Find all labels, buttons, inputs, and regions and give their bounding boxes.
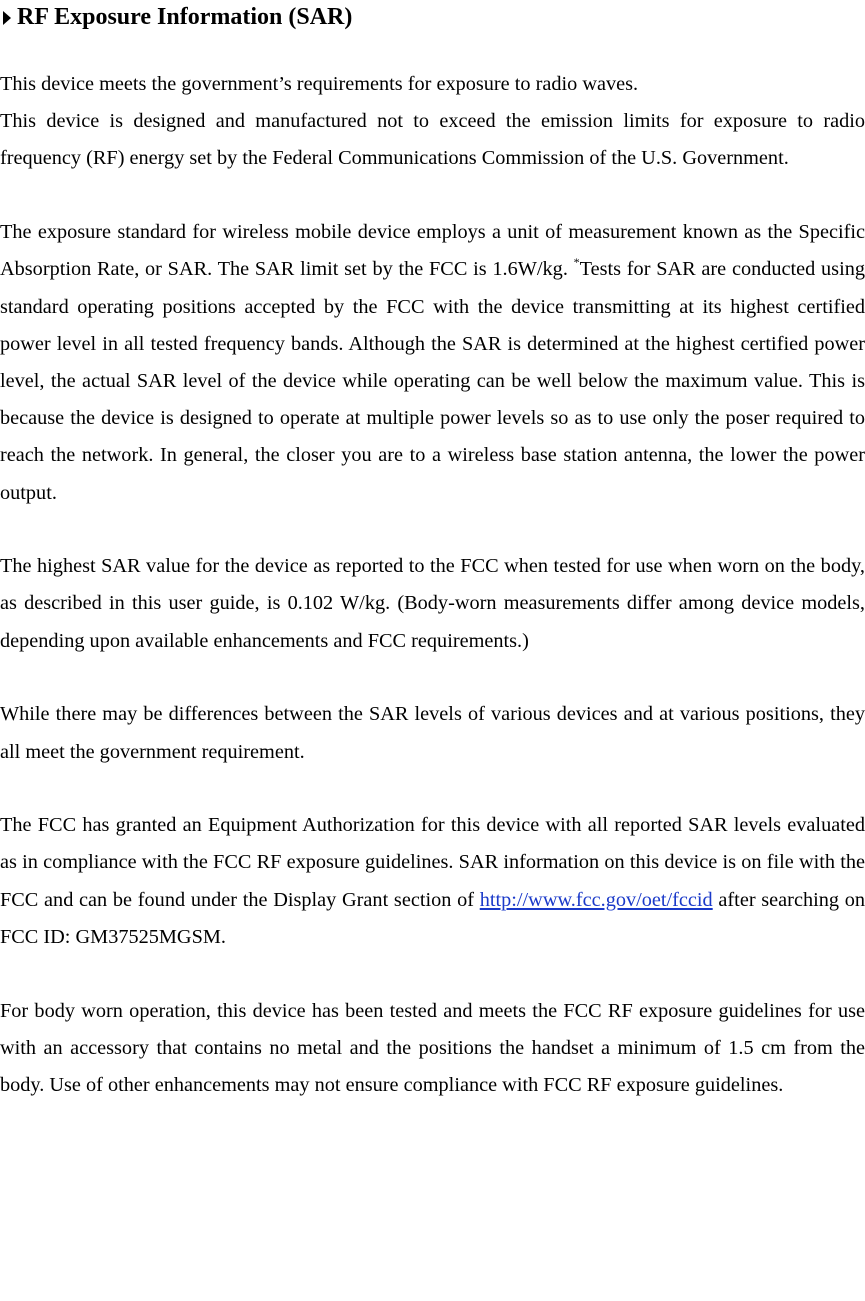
exposure-standard-text-continued: Tests for SAR are conducted using standard operating positions accepted by the FCC with the device transmitting at its highest certified power level in all tested frequency bands. Although the SAR is determined at the highest certified power level, the actual SAR level of the device while operating can be well below the maximum value. This is because the device is designed to operate at multiple power levels so as to use only the poser required to reach the network. In general, the closer you are to a wireless base station antenna, the lower the power output. bbox=[0, 258, 865, 504]
footnote-mark: * bbox=[573, 255, 580, 270]
authorization-text: The FCC has granted an Equipment Authorization for this device with all reported SAR levels evaluated as in compliance with the FCC RF exposure guidelines. SAR information on this device is on file with the FCC and can be found under the Display Grant section of bbox=[0, 814, 865, 911]
authorization-text-continued: after searching on FCC ID: GM37525MGSM. bbox=[0, 888, 865, 948]
paragraph-exposure-standard bbox=[0, 214, 865, 512]
paragraph-differences: While there may be differences between the SAR levels of various devices and at various positions, they all meet the government requirement. bbox=[0, 703, 865, 763]
document-body bbox=[0, 66, 865, 1104]
paragraph-highest-sar: The highest SAR value for the device as reported to the FCC when tested for use when worn on the body, as described in this user guide, is 0.102 W/kg. (Body-worn measurements differ among device models, depending upon available enhancements and FCC requirements.) bbox=[0, 555, 865, 652]
fcc-id-link[interactable]: http://www.fcc.gov/oet/fccid bbox=[479, 888, 713, 911]
section-title: RF Exposure Information (SAR) bbox=[17, 4, 353, 30]
paragraph-body-worn: For body worn operation, this device has been tested and meets the FCC RF exposure guidelines for use with an accessory that contains no metal and the positions the handset a minimum of 1.5 cm from the body. Use of other enhancements may not ensure compliance with FCC RF exposure guidelines. bbox=[0, 999, 865, 1096]
paragraph-equipment-authorization bbox=[0, 807, 865, 956]
right-triangle-icon bbox=[3, 11, 11, 25]
exposure-standard-text: The exposure standard for wireless mobile device employs a unit of measurement known as the Specific Absorption Rate, or SAR. The SAR limit set by the FCC is 1.6W/kg. bbox=[0, 221, 865, 281]
paragraph-design-statement: This device is designed and manufactured not to exceed the emission limits for exposure to radio frequency (RF) energy set by the Federal Communications Commission of the U.S. Government. bbox=[0, 110, 865, 170]
paragraph-intro-line: This device meets the government’s requirements for exposure to radio waves. bbox=[0, 73, 639, 95]
section-heading bbox=[3, 0, 352, 34]
